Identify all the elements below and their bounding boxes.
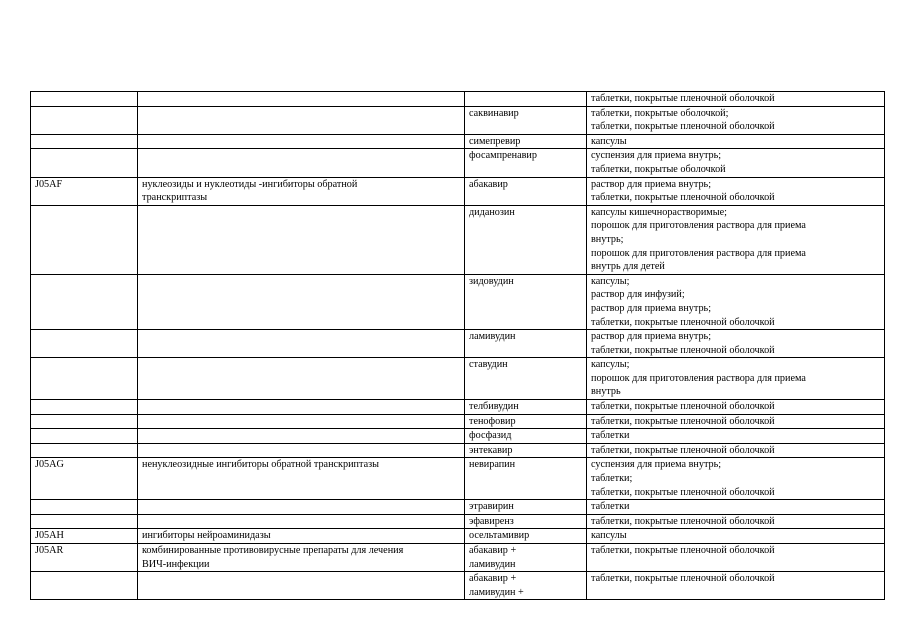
table-row	[31, 429, 885, 444]
pharmacologic-group-cell	[138, 205, 465, 274]
table-row	[31, 529, 885, 544]
drug-list-table	[30, 91, 885, 600]
dosage-form-cell: капсулы	[587, 134, 885, 149]
pharmacologic-group-cell	[138, 92, 465, 107]
dosage-form-cell: капсулы кишечнорастворимые; порошок для приготовления раствора для приема внутрь; порошок для приготовления раствора для приема внутрь для детей	[587, 205, 885, 274]
dosage-form-cell: суспензия для приема внутрь; таблетки, покрытые оболочкой	[587, 149, 885, 177]
pharmacologic-group-cell: ингибиторы нейроаминидазы	[138, 529, 465, 544]
atc-code-cell	[31, 572, 138, 600]
table-row	[31, 149, 885, 177]
drug-name-cell: энтекавир	[465, 443, 587, 458]
drug-name-cell: абакавир	[465, 177, 587, 205]
drug-name-cell: телбивудин	[465, 400, 587, 415]
table-row	[31, 544, 885, 572]
drug-name-cell: абакавир + ламивудин +	[465, 572, 587, 600]
pharmacologic-group-cell	[138, 330, 465, 358]
pharmacologic-group-cell	[138, 106, 465, 134]
drug-name-cell: абакавир + ламивудин	[465, 544, 587, 572]
atc-code-cell	[31, 358, 138, 400]
drug-name-cell: осельтамивир	[465, 529, 587, 544]
atc-code-cell: J05AG	[31, 458, 138, 500]
drug-name-cell: ламивудин	[465, 330, 587, 358]
drug-name-cell	[465, 92, 587, 107]
dosage-form-cell: таблетки, покрытые пленочной оболочкой	[587, 443, 885, 458]
table-row	[31, 330, 885, 358]
atc-code-cell	[31, 443, 138, 458]
table-row	[31, 92, 885, 107]
atc-code-cell	[31, 500, 138, 515]
table-row	[31, 400, 885, 415]
drug-name-cell: зидовудин	[465, 274, 587, 329]
atc-code-cell	[31, 274, 138, 329]
table-row	[31, 134, 885, 149]
table-row	[31, 414, 885, 429]
atc-code-cell	[31, 414, 138, 429]
atc-code-cell	[31, 330, 138, 358]
drug-name-cell: тенофовир	[465, 414, 587, 429]
dosage-form-cell: таблетки, покрытые пленочной оболочкой	[587, 544, 885, 572]
table-row	[31, 500, 885, 515]
dosage-form-cell: капсулы; раствор для инфузий; раствор для приема внутрь; таблетки, покрытые пленочной оболочкой	[587, 274, 885, 329]
table-row	[31, 274, 885, 329]
pharmacologic-group-cell	[138, 134, 465, 149]
dosage-form-cell: капсулы; порошок для приготовления раствора для приема внутрь	[587, 358, 885, 400]
table-row	[31, 572, 885, 600]
drug-name-cell: невирапин	[465, 458, 587, 500]
atc-code-cell: J05AH	[31, 529, 138, 544]
atc-code-cell	[31, 106, 138, 134]
atc-code-cell	[31, 400, 138, 415]
table-row	[31, 205, 885, 274]
pharmacologic-group-cell	[138, 443, 465, 458]
atc-code-cell	[31, 429, 138, 444]
pharmacologic-group-cell	[138, 149, 465, 177]
drug-name-cell: фосфазид	[465, 429, 587, 444]
dosage-form-cell: раствор для приема внутрь; таблетки, покрытые пленочной оболочкой	[587, 177, 885, 205]
table-body	[31, 92, 885, 600]
atc-code-cell	[31, 134, 138, 149]
drug-name-cell: фосампренавир	[465, 149, 587, 177]
dosage-form-cell: суспензия для приема внутрь; таблетки; таблетки, покрытые пленочной оболочкой	[587, 458, 885, 500]
dosage-form-cell: таблетки, покрытые пленочной оболочкой	[587, 92, 885, 107]
pharmacologic-group-cell	[138, 414, 465, 429]
drug-name-cell: диданозин	[465, 205, 587, 274]
table-row	[31, 106, 885, 134]
dosage-form-cell: таблетки, покрытые оболочкой; таблетки, покрытые пленочной оболочкой	[587, 106, 885, 134]
dosage-form-cell: раствор для приема внутрь; таблетки, покрытые пленочной оболочкой	[587, 330, 885, 358]
pharmacologic-group-cell	[138, 514, 465, 529]
atc-code-cell	[31, 514, 138, 529]
dosage-form-cell: таблетки, покрытые пленочной оболочкой	[587, 414, 885, 429]
dosage-form-cell: таблетки, покрытые пленочной оболочкой	[587, 514, 885, 529]
pharmacologic-group-cell: ненуклеозидные ингибиторы обратной транскриптазы	[138, 458, 465, 500]
pharmacologic-group-cell	[138, 500, 465, 515]
pharmacologic-group-cell	[138, 400, 465, 415]
drug-name-cell: симепревир	[465, 134, 587, 149]
dosage-form-cell: таблетки, покрытые пленочной оболочкой	[587, 400, 885, 415]
pharmacologic-group-cell	[138, 429, 465, 444]
table-row	[31, 358, 885, 400]
dosage-form-cell: таблетки	[587, 429, 885, 444]
pharmacologic-group-cell	[138, 358, 465, 400]
table-row	[31, 177, 885, 205]
drug-name-cell: эфавиренз	[465, 514, 587, 529]
dosage-form-cell: таблетки, покрытые пленочной оболочкой	[587, 572, 885, 600]
pharmacologic-group-cell: нуклеозиды и нуклеотиды -ингибиторы обратной транскриптазы	[138, 177, 465, 205]
table-row	[31, 443, 885, 458]
atc-code-cell	[31, 92, 138, 107]
atc-code-cell	[31, 205, 138, 274]
drug-name-cell: ставудин	[465, 358, 587, 400]
table-row	[31, 458, 885, 500]
drug-name-cell: этравирин	[465, 500, 587, 515]
drug-name-cell: саквинавир	[465, 106, 587, 134]
atc-code-cell: J05AR	[31, 544, 138, 572]
pharmacologic-group-cell: комбинированные противовирусные препараты для лечения ВИЧ-инфекции	[138, 544, 465, 572]
atc-code-cell	[31, 149, 138, 177]
table-row	[31, 514, 885, 529]
dosage-form-cell: капсулы	[587, 529, 885, 544]
pharmacologic-group-cell	[138, 274, 465, 329]
dosage-form-cell: таблетки	[587, 500, 885, 515]
pharmacologic-group-cell	[138, 572, 465, 600]
atc-code-cell: J05AF	[31, 177, 138, 205]
